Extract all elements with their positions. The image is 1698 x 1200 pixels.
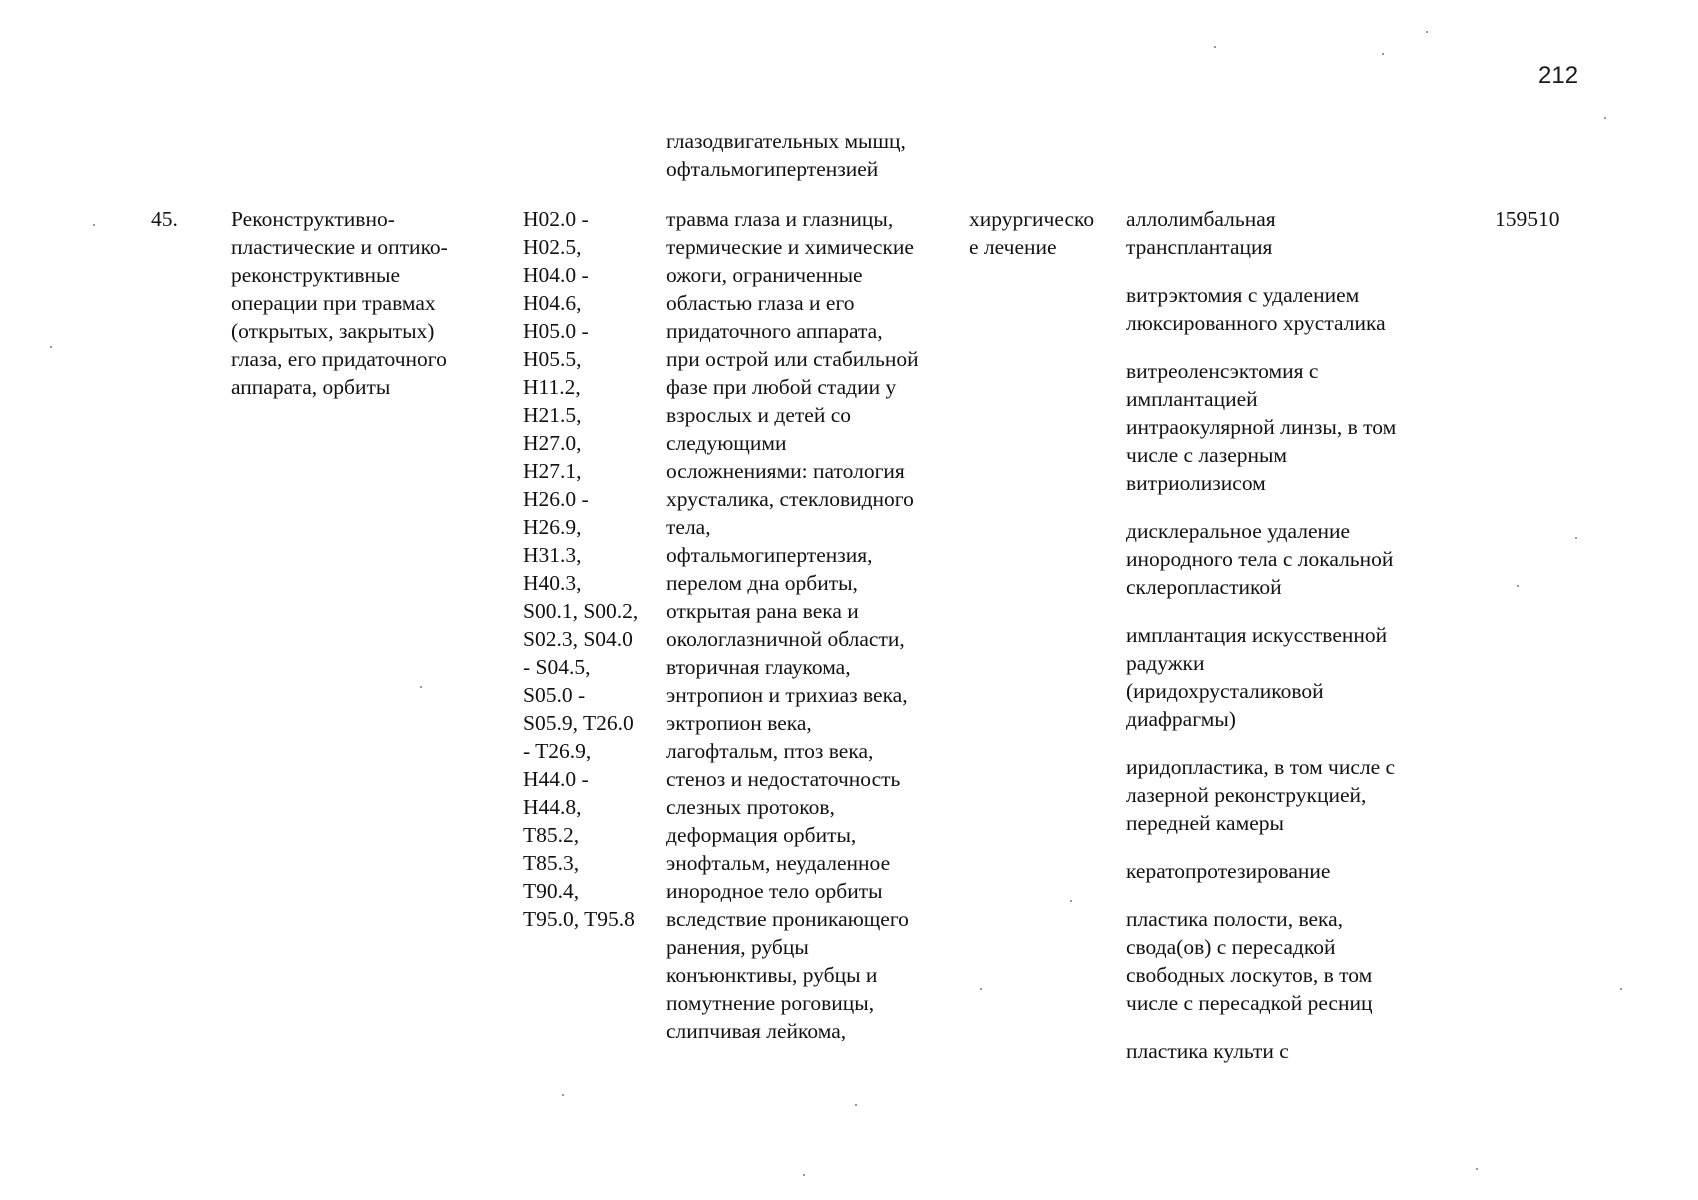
text-line: аллолимбальная	[1126, 207, 1276, 231]
text-line: S05.0 -	[523, 683, 586, 707]
text-line: - S04.5,	[523, 655, 591, 679]
scan-speck	[803, 1174, 805, 1176]
text-line: дисклеральное удаление	[1126, 519, 1351, 543]
text-line: - T26.9,	[523, 739, 592, 763]
text-line: кератопротезирование	[1126, 859, 1331, 883]
text-line: H27.1,	[523, 459, 582, 483]
scan-speck	[1476, 1168, 1478, 1170]
treatment-methods	[1126, 205, 1456, 1085]
text-line: глазодвигательных мышц,	[666, 129, 906, 153]
text-line: инородного тела с локальной	[1126, 547, 1394, 571]
text-line: свода(ов) с пересадкой	[1126, 935, 1336, 959]
text-line: H21.5,	[523, 403, 582, 427]
method-item	[1126, 357, 1456, 497]
text-line: (иридохрусталиковой	[1126, 679, 1324, 703]
scan-speck	[1604, 117, 1606, 119]
text-line: H31.3,	[523, 543, 582, 567]
text-line: S00.1, S00.2,	[523, 599, 639, 623]
text-line: перелом дна орбиты,	[666, 571, 858, 595]
text-line: слипчивая лейкома,	[666, 1019, 847, 1043]
text-line: ранения, рубцы	[666, 935, 809, 959]
text-line: S02.3, S04.0	[523, 627, 633, 651]
text-line: реконструктивные	[231, 263, 401, 287]
scan-speck	[562, 1094, 564, 1096]
text-line: лагофтальм, птоз века,	[666, 739, 874, 763]
scan-speck	[420, 686, 422, 688]
text-line: окологлазничной области,	[666, 627, 905, 651]
scan-speck	[1575, 537, 1577, 539]
text-line: свободных лоскутов, в том	[1126, 963, 1373, 987]
scan-speck	[1426, 31, 1428, 33]
text-line: вследствие проникающего	[666, 907, 909, 931]
method-item	[1126, 205, 1456, 261]
scan-speck	[1517, 585, 1519, 587]
scan-speck	[1620, 988, 1622, 990]
text-line: H26.0 -	[523, 487, 589, 511]
text-line: H44.0 -	[523, 767, 589, 791]
text-line: стеноз и недостаточность	[666, 767, 901, 791]
text-line: помутнение роговицы,	[666, 991, 875, 1015]
text-line: Реконструктивно-	[231, 207, 395, 231]
text-line: (открытых, закрытых)	[231, 319, 435, 343]
text-line: H11.2,	[523, 375, 581, 399]
text-line: имплантацией	[1126, 387, 1258, 411]
scan-speck	[980, 988, 982, 990]
text-line: инородное тело орбиты	[666, 879, 883, 903]
text-line: витреоленсэктомия с	[1126, 359, 1319, 383]
method-item	[1126, 281, 1456, 337]
text-line: хрусталика, стекловидного	[666, 487, 914, 511]
text-line: придаточного аппарата,	[666, 319, 883, 343]
text-line: деформация орбиты,	[666, 823, 857, 847]
method-item	[1126, 857, 1456, 885]
text-line: H04.0 -	[523, 263, 589, 287]
text-line: S05.9, T26.0	[523, 711, 634, 735]
text-line: вторичная глаукома,	[666, 655, 851, 679]
text-line: конъюнктивы, рубцы и	[666, 963, 878, 987]
text-line: взрослых и детей со	[666, 403, 851, 427]
text-line: диафрагмы)	[1126, 707, 1236, 731]
scan-speck	[50, 346, 52, 348]
cost-value: 159510	[1495, 207, 1560, 231]
text-line: склеропластикой	[1126, 575, 1282, 599]
text-line: радужки	[1126, 651, 1205, 675]
text-line: H04.6,	[523, 291, 582, 315]
text-line: фазе при любой стадии у	[666, 375, 897, 399]
text-line: следующими	[666, 431, 787, 455]
text-line: T85.3,	[523, 851, 580, 875]
text-line: T95.0, T95.8	[523, 907, 635, 931]
scan-speck	[855, 1104, 857, 1106]
text-line: тела,	[666, 515, 711, 539]
text-line: энофтальм, неудаленное	[666, 851, 891, 875]
text-line: имплантация искусственной	[1126, 623, 1388, 647]
text-line: эктропион века,	[666, 711, 812, 735]
text-line: H44.8,	[523, 795, 582, 819]
text-line: лазерной реконструкцией,	[1126, 783, 1367, 807]
treatment-type	[969, 205, 1119, 261]
text-line: осложнениями: патология	[666, 459, 905, 483]
procedure-group-name	[231, 205, 491, 401]
text-line: T90.4,	[523, 879, 580, 903]
text-line: иридопластика, в том числе с	[1126, 755, 1396, 779]
text-line: ожоги, ограниченные	[666, 263, 863, 287]
text-line: слезных протоков,	[666, 795, 835, 819]
scan-speck	[1214, 46, 1216, 48]
method-item	[1126, 621, 1456, 733]
text-line: трансплантация	[1126, 235, 1273, 259]
text-line: пластические и оптико-	[231, 235, 448, 259]
text-line: офтальмогипертензией	[666, 157, 879, 181]
text-line: термические и химические	[666, 235, 914, 259]
method-item	[1126, 905, 1456, 1017]
text-line: при острой или стабильной	[666, 347, 919, 371]
method-item	[1126, 1037, 1456, 1065]
text-line: H27.0,	[523, 431, 582, 455]
text-line: H02.5,	[523, 235, 582, 259]
text-line: T85.2,	[523, 823, 580, 847]
text-line: хирургическо	[969, 207, 1095, 231]
text-line: областью глаза и его	[666, 291, 855, 315]
text-line: пластика культи с	[1126, 1039, 1289, 1063]
text-line: открытая рана века и	[666, 599, 859, 623]
scan-speck	[93, 224, 95, 226]
text-line: е лечение	[969, 235, 1057, 259]
icd-codes	[523, 205, 663, 933]
continued-description	[666, 127, 966, 183]
text-line: офтальмогипертензия,	[666, 543, 873, 567]
page-number: 212	[1538, 62, 1579, 89]
row-number: 45.	[151, 207, 178, 231]
condition-description	[666, 205, 966, 1045]
text-line: энтропион и трихиаз века,	[666, 683, 908, 707]
scan-speck	[1070, 900, 1072, 902]
method-item	[1126, 753, 1456, 837]
text-line: пластика полости, века,	[1126, 907, 1344, 931]
text-line: операции при травмах	[231, 291, 436, 315]
text-line: H40.3,	[523, 571, 582, 595]
text-line: H05.0 -	[523, 319, 589, 343]
text-line: числе с пересадкой ресниц	[1126, 991, 1373, 1015]
text-line: витрэктомия с удалением	[1126, 283, 1360, 307]
text-line: числе с лазерным	[1126, 443, 1288, 467]
text-line: передней камеры	[1126, 811, 1284, 835]
text-line: аппарата, орбиты	[231, 375, 391, 399]
text-line: глаза, его придаточного	[231, 347, 447, 371]
text-line: люксированного хрусталика	[1126, 311, 1386, 335]
text-line: H05.5,	[523, 347, 582, 371]
text-line: травма глаза и глазницы,	[666, 207, 894, 231]
text-line: H26.9,	[523, 515, 582, 539]
text-line: интраокулярной линзы, в том	[1126, 415, 1397, 439]
method-item	[1126, 517, 1456, 601]
text-line: витриолизисом	[1126, 471, 1266, 495]
text-line: H02.0 -	[523, 207, 589, 231]
scan-speck	[1382, 53, 1384, 55]
